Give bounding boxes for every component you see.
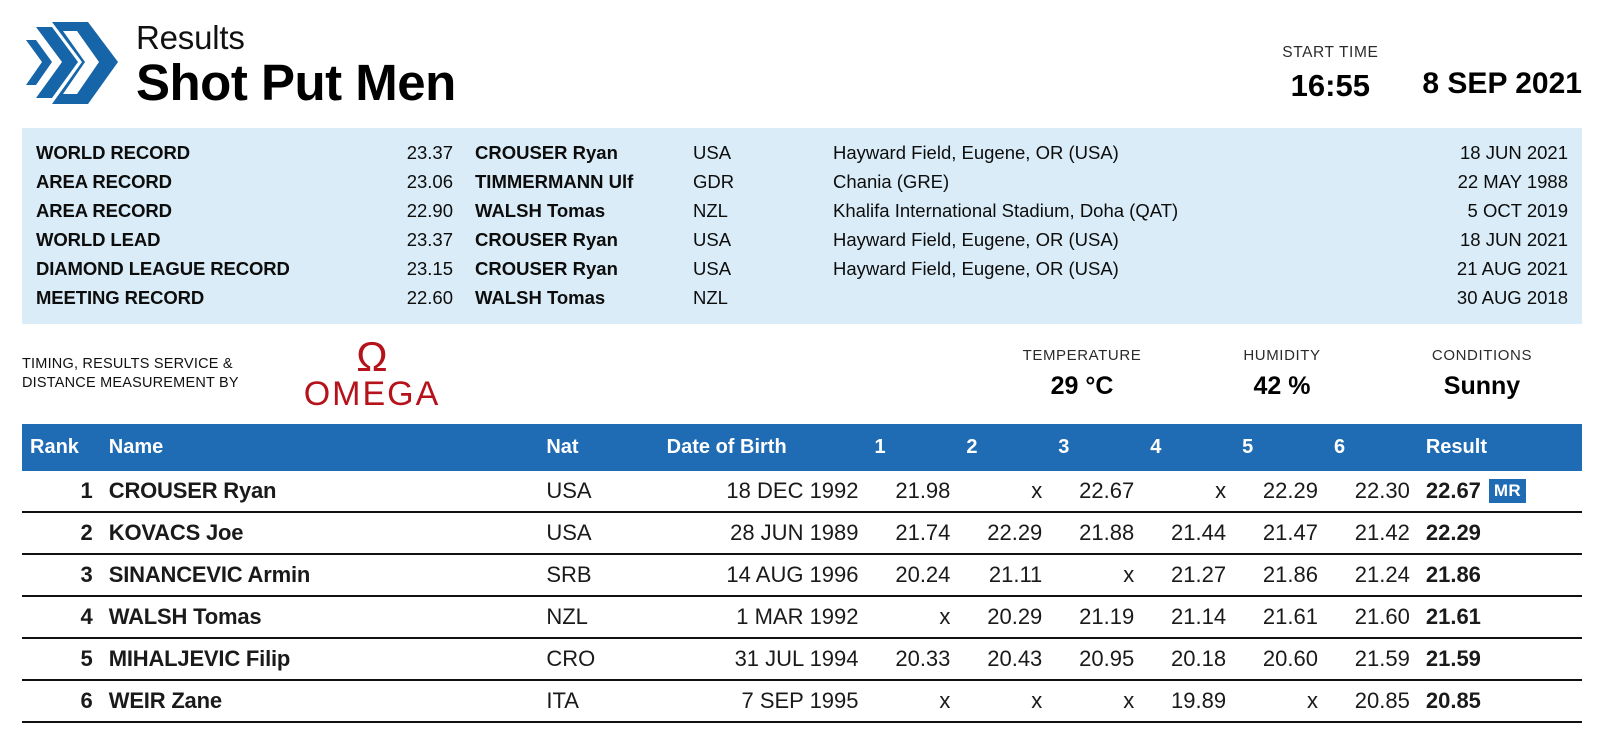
cell-try-4: 21.44 (1142, 512, 1234, 554)
column-header-try-4[interactable]: 4 (1142, 424, 1234, 471)
weather-block (1382, 347, 1582, 401)
record-date: 21 AUG 2021 (1456, 258, 1568, 279)
column-header-try-2[interactable]: 2 (958, 424, 1050, 471)
record-nat: NZL (693, 200, 728, 221)
cell-dob: 14 AUG 1996 (659, 554, 867, 596)
record-venue: Hayward Field, Eugene, OR (USA) (833, 142, 1119, 163)
cell-rank: 5 (22, 638, 101, 680)
temperature-block (982, 347, 1182, 401)
diamond-league-logo-icon (22, 18, 126, 110)
timing-credit-line1: TIMING, RESULTS SERVICE & (22, 356, 233, 372)
cell-try-2: 20.29 (958, 596, 1050, 638)
results-label: Results (136, 19, 245, 56)
column-header-dob[interactable]: Date of Birth (659, 424, 867, 471)
column-header-try-3[interactable]: 3 (1050, 424, 1142, 471)
record-mark: 22.90 (406, 200, 453, 221)
event-date: 8 SEP 2021 (1422, 67, 1582, 100)
conditions-strip (22, 324, 1582, 424)
record-nat: USA (693, 258, 732, 279)
cell-dob: 31 JUL 1994 (659, 638, 867, 680)
record-nat: GDR (693, 171, 735, 192)
temperature-label: TEMPERATURE (1022, 347, 1142, 364)
cell-try-2: x (958, 471, 1050, 512)
cell-dob: 1 MAR 1992 (659, 596, 867, 638)
cell-name: MIHALJEVIC Filip (101, 638, 539, 680)
record-mark: 23.37 (406, 142, 453, 163)
cell-name: WALSH Tomas (101, 596, 539, 638)
record-type: MEETING RECORD (36, 287, 205, 308)
cell-dob: 18 DEC 1992 (659, 471, 867, 512)
record-nat: USA (693, 142, 732, 163)
record-row (36, 138, 1568, 167)
cell-try-2: x (958, 680, 1050, 722)
cell-result: 21.59 (1418, 638, 1582, 680)
cell-try-1: x (867, 680, 959, 722)
omega-logo-icon (272, 333, 472, 413)
table-row[interactable] (22, 512, 1582, 554)
records-panel (22, 128, 1582, 324)
cell-try-5: x (1234, 680, 1326, 722)
record-venue: Chania (GRE) (833, 171, 950, 192)
start-time-label: START TIME (1282, 44, 1379, 61)
record-date: 30 AUG 2018 (1456, 287, 1568, 308)
cell-try-3: 22.67 (1050, 471, 1142, 512)
table-row[interactable] (22, 471, 1582, 512)
cell-nat: USA (538, 512, 658, 554)
record-row (36, 225, 1568, 254)
cell-try-2: 22.29 (958, 512, 1050, 554)
cell-try-1: 21.74 (867, 512, 959, 554)
cell-result: 20.85 (1418, 680, 1582, 722)
humidity-block (1182, 347, 1382, 401)
timing-credit-line2: DISTANCE MEASUREMENT BY (22, 375, 239, 391)
record-date: 18 JUN 2021 (1460, 142, 1568, 163)
table-row[interactable] (22, 596, 1582, 638)
record-mark: 23.15 (406, 258, 453, 279)
record-venue: Hayward Field, Eugene, OR (USA) (833, 229, 1119, 250)
cell-try-5: 21.47 (1234, 512, 1326, 554)
cell-try-4: x (1142, 471, 1234, 512)
page-header (0, 0, 1604, 128)
cell-nat: USA (538, 471, 658, 512)
cell-try-6: 20.85 (1326, 680, 1418, 722)
cell-name: WEIR Zane (101, 680, 539, 722)
conditions-label: CONDITIONS (1431, 347, 1533, 364)
record-athlete: CROUSER Ryan (475, 258, 618, 279)
record-mark: 22.60 (406, 287, 453, 308)
column-header-rank[interactable]: Rank (22, 424, 101, 471)
record-row (36, 283, 1568, 312)
cell-nat: NZL (538, 596, 658, 638)
cell-try-1: 20.24 (867, 554, 959, 596)
record-type: AREA RECORD (36, 171, 172, 192)
results-table-wrap (22, 424, 1582, 723)
cell-result: 21.86 (1418, 554, 1582, 596)
cell-rank: 6 (22, 680, 101, 722)
cell-try-3: x (1050, 554, 1142, 596)
cell-try-4: 20.18 (1142, 638, 1234, 680)
column-header-try-1[interactable]: 1 (867, 424, 959, 471)
record-date: 18 JUN 2021 (1460, 229, 1568, 250)
column-header-try-6[interactable]: 6 (1326, 424, 1418, 471)
results-table-body (22, 471, 1582, 722)
cell-result: 21.61 (1418, 596, 1582, 638)
record-mark: 23.37 (406, 229, 453, 250)
table-row[interactable] (22, 638, 1582, 680)
cell-name: SINANCEVIC Armin (101, 554, 539, 596)
cell-try-5: 21.86 (1234, 554, 1326, 596)
page-title: Shot Put Men (136, 54, 456, 111)
cell-nat: ITA (538, 680, 658, 722)
omega-symbol: Ω (356, 333, 388, 380)
cell-try-5: 21.61 (1234, 596, 1326, 638)
record-athlete: WALSH Tomas (475, 287, 606, 308)
record-venue: Khalifa International Stadium, Doha (QAT) (833, 200, 1179, 221)
cell-try-3: 21.88 (1050, 512, 1142, 554)
conditions-value: Sunny (1443, 372, 1521, 400)
record-type: AREA RECORD (36, 200, 172, 221)
cell-try-4: 21.14 (1142, 596, 1234, 638)
cell-rank: 1 (22, 471, 101, 512)
cell-try-6: 21.59 (1326, 638, 1418, 680)
cell-rank: 3 (22, 554, 101, 596)
cell-try-4: 21.27 (1142, 554, 1234, 596)
omega-wordmark: OMEGA (303, 375, 441, 413)
cell-dob: 7 SEP 1995 (659, 680, 867, 722)
timing-credit (22, 355, 272, 393)
column-header-name[interactable]: Name (101, 424, 539, 471)
result-wrap (1426, 478, 1574, 504)
title-block (136, 14, 456, 112)
record-athlete: CROUSER Ryan (475, 142, 618, 163)
record-nat: USA (693, 229, 732, 250)
record-athlete: WALSH Tomas (475, 200, 606, 221)
record-venue: Hayward Field, Eugene, OR (USA) (833, 258, 1119, 279)
cell-try-1: x (867, 596, 959, 638)
record-row (36, 196, 1568, 225)
temperature-value: 29 °C (1050, 372, 1114, 400)
humidity-value: 42 % (1253, 372, 1311, 400)
start-time-block (1282, 44, 1378, 102)
record-athlete: TIMMERMANN Ulf (475, 171, 634, 192)
header-left (22, 14, 456, 112)
results-table (22, 424, 1582, 723)
cell-try-3: 21.19 (1050, 596, 1142, 638)
record-row (36, 167, 1568, 196)
column-header-nat[interactable]: Nat (538, 424, 658, 471)
cell-try-5: 20.60 (1234, 638, 1326, 680)
cell-dob: 28 JUN 1989 (659, 512, 867, 554)
cell-try-6: 22.30 (1326, 471, 1418, 512)
cell-result (1418, 471, 1582, 512)
record-type: DIAMOND LEAGUE RECORD (36, 258, 290, 279)
result-value: 22.67 (1425, 478, 1481, 503)
cell-name: KOVACS Joe (101, 512, 539, 554)
cell-try-1: 20.33 (867, 638, 959, 680)
cell-nat: CRO (538, 638, 658, 680)
record-type: WORLD LEAD (36, 229, 161, 250)
humidity-label: HUMIDITY (1243, 347, 1321, 364)
cell-try-6: 21.42 (1326, 512, 1418, 554)
cell-rank: 2 (22, 512, 101, 554)
column-header-result[interactable]: Result (1418, 424, 1582, 471)
record-date: 22 MAY 1988 (1457, 171, 1568, 192)
cell-rank: 4 (22, 596, 101, 638)
results-table-head (22, 424, 1582, 471)
start-time-value: 16:55 (1290, 68, 1370, 103)
record-athlete: CROUSER Ryan (475, 229, 618, 250)
record-row (36, 254, 1568, 283)
table-row[interactable] (22, 554, 1582, 596)
cell-name: CROUSER Ryan (101, 471, 539, 512)
table-header-row (22, 424, 1582, 471)
cell-try-1: 21.98 (867, 471, 959, 512)
record-nat: NZL (693, 287, 728, 308)
cell-try-6: 21.60 (1326, 596, 1418, 638)
cell-try-2: 21.11 (958, 554, 1050, 596)
cell-try-3: 20.95 (1050, 638, 1142, 680)
cell-try-5: 22.29 (1234, 471, 1326, 512)
table-row[interactable] (22, 680, 1582, 722)
cell-try-4: 19.89 (1142, 680, 1234, 722)
cell-try-6: 21.24 (1326, 554, 1418, 596)
status-badge: MR (1489, 479, 1526, 503)
cell-try-3: x (1050, 680, 1142, 722)
record-type: WORLD RECORD (36, 142, 190, 163)
cell-result: 22.29 (1418, 512, 1582, 554)
record-mark: 23.06 (406, 171, 453, 192)
column-header-try-5[interactable]: 5 (1234, 424, 1326, 471)
cell-nat: SRB (538, 554, 658, 596)
header-right (1282, 14, 1582, 102)
record-date: 5 OCT 2019 (1467, 200, 1568, 221)
cell-try-2: 20.43 (958, 638, 1050, 680)
